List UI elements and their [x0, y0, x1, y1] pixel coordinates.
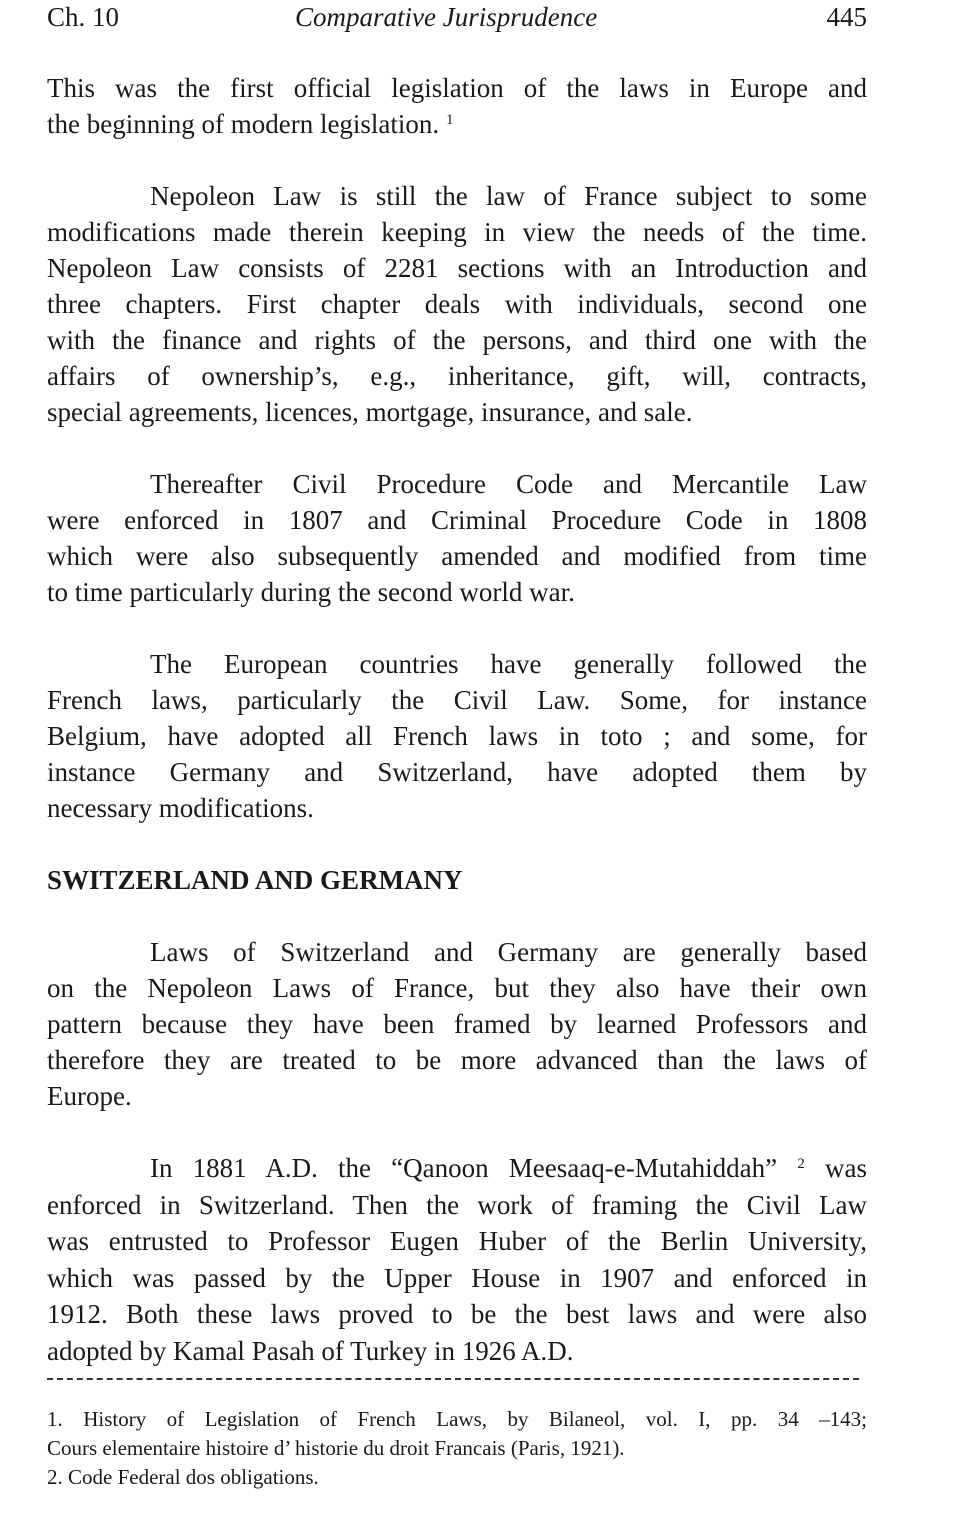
line-text: was entrusted to Professor Eugen Huber of the Berlin University,: [47, 1226, 867, 1256]
line-text: was: [804, 1153, 867, 1183]
line-text: pattern because they have been framed by learned Professors and: [47, 1009, 867, 1039]
line-text: This was the first official legislation of the laws in Europe and: [47, 73, 867, 103]
line-text: modifications made therein keeping in view the needs of the time.: [47, 217, 867, 247]
text-line: [47, 394, 867, 430]
text-line: [47, 1333, 867, 1370]
line-text: enforced in Switzerland. Then the work of framing the Civil Law: [47, 1189, 867, 1220]
footnote-separator: [47, 1378, 859, 1380]
text-line: [47, 178, 867, 214]
paragraph: [47, 1150, 867, 1369]
line-text: on the Nepoleon Laws of France, but they also have their own: [47, 973, 867, 1003]
footnote: Cours elementaire histoire d’ historie du droit Francais (Paris, 1921).: [47, 1436, 625, 1460]
line-text: the beginning of modern legislation.: [47, 109, 446, 139]
text-line: [47, 970, 867, 1006]
text-line: [47, 1260, 867, 1297]
line-text: therefore they are treated to be more advanced than the laws of: [47, 1045, 867, 1075]
text-line: [47, 934, 867, 970]
paragraph: [47, 934, 867, 1114]
text-line: [47, 250, 867, 286]
footnotes: [47, 1405, 867, 1492]
text-line: [47, 214, 867, 250]
text-line: [47, 1187, 867, 1224]
text-line: [47, 790, 867, 826]
line-text: In 1881 A.D. the “Qanoon Meesaaq-e-Mutahiddah”: [150, 1153, 798, 1183]
footnote-reference: 1: [445, 112, 454, 128]
line-text: The European countries have generally followed the: [150, 649, 867, 679]
line-text: 1912. Both these laws proved to be the best laws and were also: [47, 1299, 867, 1329]
text-line: [47, 358, 867, 394]
line-text: which were also subsequently amended and modified from time: [47, 541, 867, 571]
text-line: [47, 1078, 867, 1114]
text-line: [47, 286, 867, 322]
line-text: Belgium, have adopted all French laws in toto ; and some, for: [47, 721, 867, 751]
section-heading: [47, 862, 867, 898]
line-text: affairs of ownership’s, e.g., inheritance, gift, will, contracts,: [47, 361, 867, 391]
text-line: [47, 1006, 867, 1042]
text-line: [47, 466, 867, 502]
line-text: adopted by Kamal Pasah of Turkey in 1926 A.D.: [47, 1335, 574, 1366]
running-header: [47, 0, 867, 34]
paragraph: [47, 646, 867, 826]
text-line: [47, 754, 867, 790]
paragraph: [47, 70, 867, 142]
text-line: [47, 1150, 867, 1187]
page-number: 445: [826, 2, 867, 32]
book-title: Comparative Jurisprudence: [295, 2, 598, 32]
line-text: with the finance and rights of the persons, and third one with the: [47, 325, 867, 355]
text-line: [47, 1223, 867, 1260]
line-text: Thereafter Civil Procedure Code and Mercantile Law: [150, 469, 867, 499]
line-text: which was passed by the Upper House in 1907 and enforced in: [47, 1262, 867, 1293]
line-text: to time particularly during the second world war.: [47, 577, 575, 607]
line-text: were enforced in 1807 and Criminal Procedure Code in 1808: [47, 505, 867, 535]
text-line: [47, 862, 867, 898]
line-text: French laws, particularly the Civil Law. Some, for instance: [47, 685, 867, 715]
line-text: special agreements, licences, mortgage, insurance, and sale.: [47, 397, 693, 427]
text-line: [47, 1042, 867, 1078]
line-text: necessary modifications.: [47, 793, 314, 823]
text-line: [47, 574, 867, 610]
line-text: Nepoleon Law consists of 2281 sections with an Introduction and: [47, 253, 867, 283]
text-line: [47, 1296, 867, 1333]
text-line: [47, 646, 867, 682]
text-line: [47, 538, 867, 574]
line-text: SWITZERLAND AND GERMANY: [47, 865, 463, 895]
chapter-label: Ch. 10: [47, 2, 120, 32]
line-text: instance Germany and Switzerland, have adopted them by: [47, 757, 867, 787]
footnote: 2. Code Federal dos obligations.: [47, 1465, 319, 1489]
line-text: Nepoleon Law is still the law of France subject to some: [150, 181, 867, 211]
page-body: [47, 70, 867, 1405]
text-line: [47, 106, 867, 142]
text-line: [47, 70, 867, 106]
line-text: Europe.: [47, 1081, 132, 1111]
paragraph: [47, 178, 867, 430]
text-line: [47, 502, 867, 538]
line-text: three chapters. First chapter deals with individuals, second one: [47, 289, 867, 319]
paragraph: [47, 466, 867, 610]
footnote: 1. History of Legislation of French Laws, by Bilaneol, vol. I, pp. 34 –143;: [47, 1407, 867, 1431]
line-text: Laws of Switzerland and Germany are generally based: [150, 937, 867, 967]
text-line: [47, 682, 867, 718]
footnote-reference: 2: [797, 1156, 805, 1172]
text-line: [47, 322, 867, 358]
text-line: [47, 718, 867, 754]
